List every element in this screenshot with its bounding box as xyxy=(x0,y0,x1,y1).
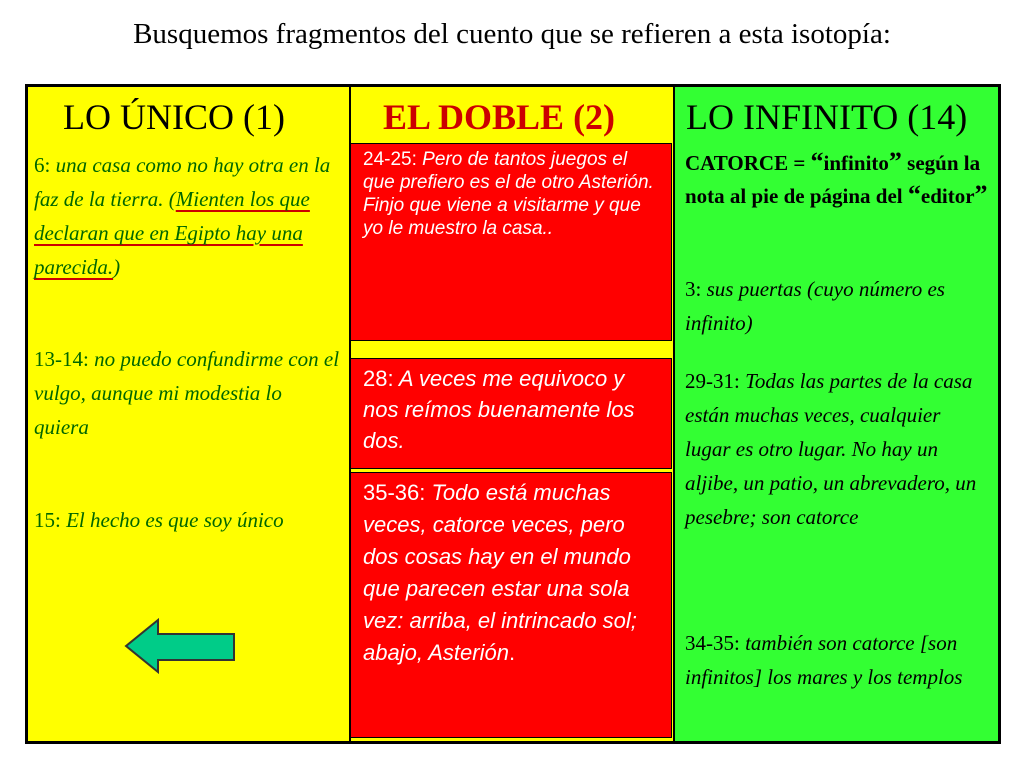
unico-item-3: 15: El hecho es que soy único xyxy=(34,508,284,532)
slide-title: Busquemos fragmentos del cuento que se refieren a esta isotopía: xyxy=(133,18,891,50)
infinito-note: CATORCE = “infinito” según la nota al pie de página del “editor” xyxy=(685,147,988,209)
infinito-item-1: 3: sus puertas (cuyo número es infinito) xyxy=(685,277,945,335)
heading-infinito: LO INFINITO (14) xyxy=(686,97,968,137)
unico-item-1: 6: una casa como no hay otra en la faz de la tierra. (Mienten los que declaran que en Egipto hay una parecida.) xyxy=(34,153,331,279)
unico-item-2: 13-14: no puedo confundirme con el vulgo, aunque mi modestia lo quiera xyxy=(34,347,340,439)
left-arrow-icon[interactable] xyxy=(124,618,236,674)
heading-unico: LO ÚNICO (1) xyxy=(63,97,285,137)
infinito-item-2: 29-31: Todas las partes de la casa están muchas veces, cualquier lugar es otro lugar. No hay un aljibe, un patio, un abrevadero, un pesebre; son catorce xyxy=(685,369,977,529)
doble-item-3: 35-36: Todo está muchas veces, catorce veces, pero dos cosas hay en el mundo que parecen estar una sola vez: arriba, el intrincado sol; abajo, Asterión. xyxy=(350,472,672,738)
doble-item-1: 24-25: Pero de tantos juegos el que prefiero es el de otro Asterión. Finjo que viene a visitarme y que yo le muestro la casa.. xyxy=(350,143,672,341)
doble-item-2: 28: A veces me equivoco y nos reímos buenamente los dos. xyxy=(350,358,672,469)
infinito-item-3: 34-35: también son catorce [son infinitos] los mares y los templos xyxy=(685,631,963,689)
left-arrow-shape xyxy=(126,620,234,672)
heading-doble: EL DOBLE (2) xyxy=(383,97,616,137)
